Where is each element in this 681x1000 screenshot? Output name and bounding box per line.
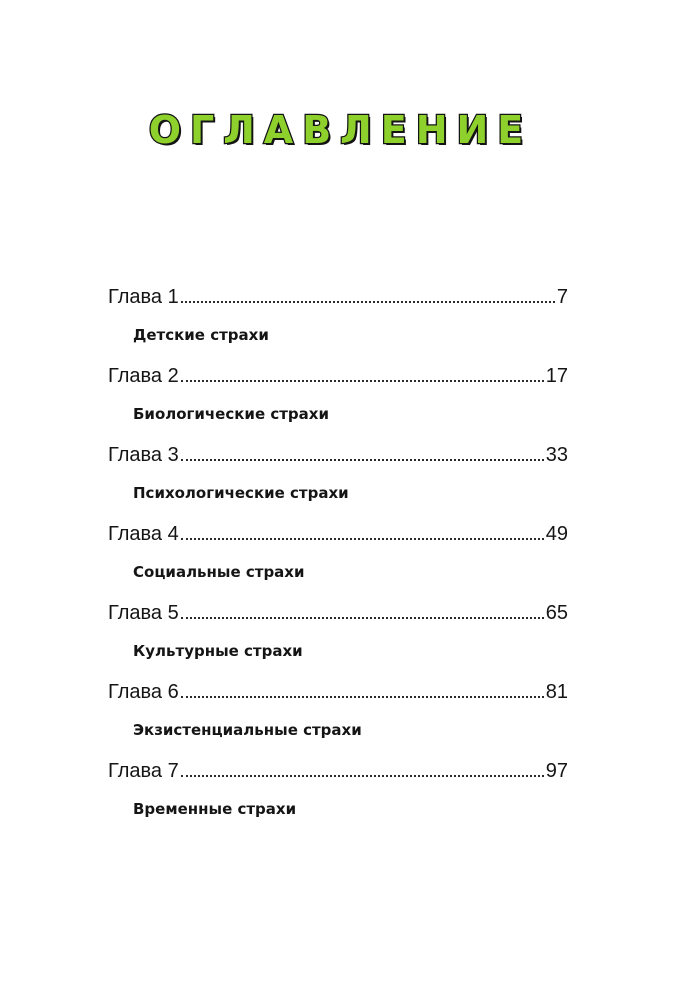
toc-row (108, 681, 568, 717)
chapter-subtitle: Психологические страхи (133, 484, 349, 502)
dot-leader (181, 379, 544, 382)
chapter-label: Глава 5 (108, 602, 179, 624)
toc-row (108, 365, 568, 401)
page-number: 65 (545, 602, 568, 624)
chapter-subtitle: Социальные страхи (133, 563, 305, 581)
toc-row (108, 602, 568, 638)
chapter-subtitle: Биологические страхи (133, 405, 329, 423)
dot-leader (181, 695, 544, 698)
chapter-label: Глава 1 (108, 286, 179, 308)
toc-row (108, 523, 568, 559)
toc-entry-5 (108, 602, 568, 681)
table-of-contents (108, 286, 568, 839)
page-number: 81 (545, 681, 568, 703)
dot-leader (181, 458, 544, 461)
chapter-subtitle: Культурные страхи (133, 642, 303, 660)
page-number: 33 (545, 444, 568, 466)
dot-leader (181, 616, 544, 619)
chapter-label: Глава 4 (108, 523, 179, 545)
chapter-subtitle: Временные страхи (133, 800, 297, 818)
dot-leader (181, 537, 544, 540)
toc-entry-4 (108, 523, 568, 602)
page-number: 97 (545, 760, 568, 782)
chapter-subtitle: Детские страхи (133, 326, 269, 344)
chapter-subtitle: Экзистенциальные страхи (133, 721, 362, 739)
page-number: 17 (545, 365, 568, 387)
toc-entry-7 (108, 760, 568, 839)
toc-entry-2 (108, 365, 568, 444)
chapter-label: Глава 6 (108, 681, 179, 703)
page-number: 7 (556, 286, 568, 308)
page-number: 49 (545, 523, 568, 545)
toc-entry-6 (108, 681, 568, 760)
chapter-label: Глава 2 (108, 365, 179, 387)
dot-leader (181, 774, 544, 777)
chapter-label: Глава 7 (108, 760, 179, 782)
toc-entry-1 (108, 286, 568, 365)
page-title: ОГЛАВЛЕНИЕ (148, 108, 533, 152)
toc-row (108, 286, 568, 322)
chapter-label: Глава 3 (108, 444, 179, 466)
toc-row (108, 760, 568, 796)
toc-row (108, 444, 568, 480)
dot-leader (181, 300, 555, 303)
toc-entry-3 (108, 444, 568, 523)
